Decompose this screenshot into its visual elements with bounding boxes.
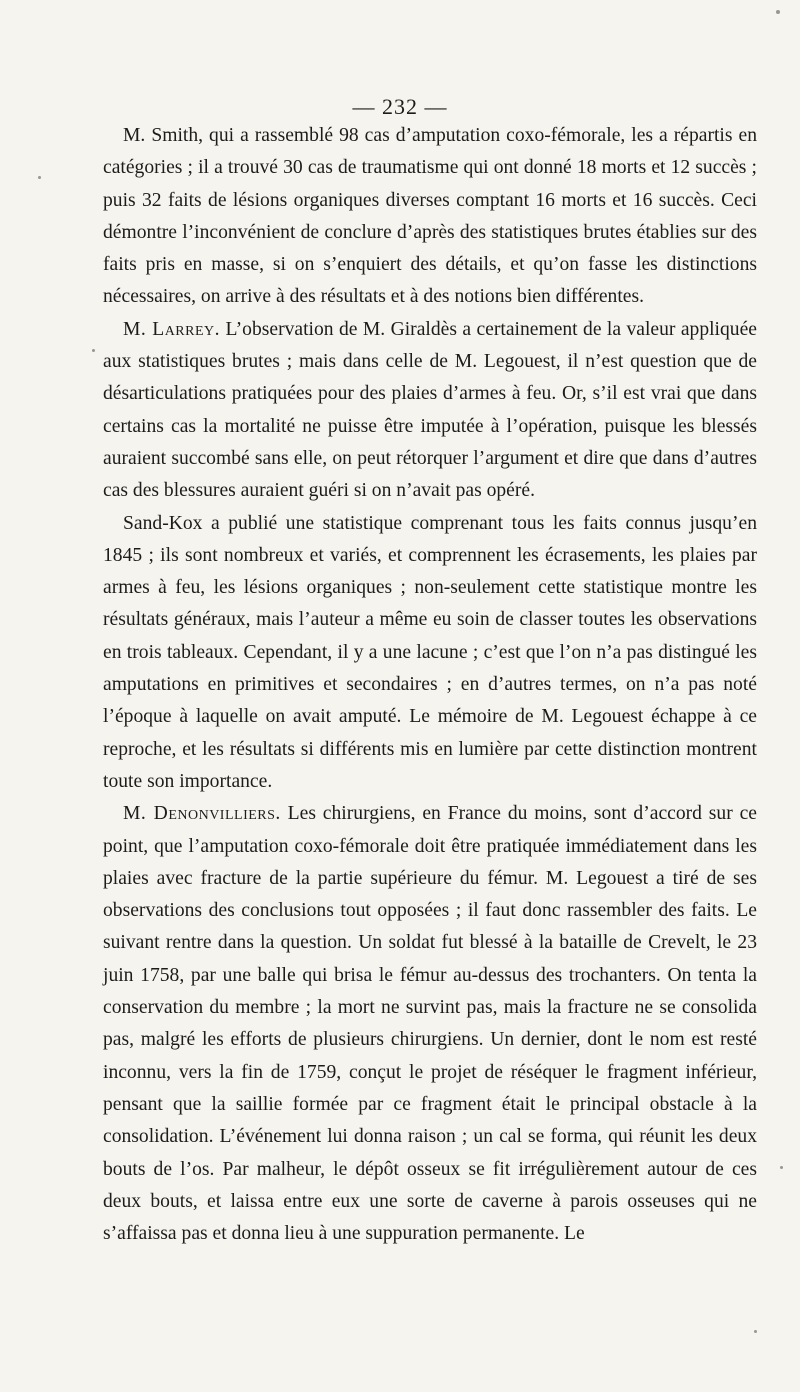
- paragraph-speaker: M. Larrey.: [123, 318, 221, 340]
- paragraph: [103, 508, 757, 799]
- paragraph: [103, 798, 757, 1250]
- paper-speck: [780, 1166, 783, 1169]
- paragraph-text: Sand-Kox a publié une statistique comprenant tous les faits connus jusqu’en 1845 ; ils sont nombreux et variés, et comprennent les écrasements, les plaies par armes à feu, les lésions organiques ; non-seulement cette statistique montre les résultats généraux, mais l’auteur a même eu soin de classer toutes les observations en trois tableaux. Cependant, il y a une lacune ; c’est que l’on n’a pas distingué les amputations en primitives et secondaires ; en d’autres termes, on n’a pas noté l’époque à laquelle on avait amputé. Le mémoire de M. Legouest échappe à ce reproche, et les résultats si différents mis en lumière par cette distinction montrent toute son importance.: [103, 512, 757, 792]
- paper-speck: [776, 10, 780, 14]
- paragraph-text: Les chirurgiens, en France du moins, sont d’accord sur ce point, que l’amputation coxo-fémorale doit être pratiquée immédiatement dans les plaies avec fracture de la partie supérieure du fémur. M. Legouest a tiré de ses observations des conclusions tout opposées ; il faut donc rassembler des faits. Le suivant rentre dans la question. Un soldat fut blessé à la bataille de Crevelt, le 23 juin 1758, par une balle qui brisa le fémur au-dessus des trochanters. On tenta la conservation du membre ; la mort ne survint pas, mais la fracture ne se consolida pas, malgré les efforts de plusieurs chirurgiens. Un dernier, dont le nom est resté inconnu, vers la fin de 1759, conçut le projet de réséquer le fragment inférieur, pensant que la saillie formée par ce fragment était le principal obstacle à la consolidation. L’événement lui donna raison ; un cal se forma, qui réunit les deux bouts de l’os. Par malheur, le dépôt osseux se fit irrégulièrement autour de ces deux bouts, et laissa entre eux une sorte de caverne à parois osseuses qui ne s’affaissa pas et donna lieu à une suppuration permanente. Le: [103, 803, 757, 1245]
- body-text: [103, 120, 757, 1250]
- page-number: — 232 —: [352, 94, 448, 119]
- paragraph-text: L’observation de M. Giraldès a certainement de la valeur appliquée aux statistiques brutes ; mais dans celle de M. Legouest, il n’est question que de désarticulations pratiquées pour des plaies d’armes à feu. Or, s’il est vrai que dans certains cas la mortalité ne puisse être imputée à l’opération, puisque les blessés auraient succombé sans elle, on peut rétorquer l’argument et dire que dans d’autres cas des blessures auraient guéri si on n’avait pas opéré.: [103, 318, 757, 502]
- paragraph-speaker: M. Denonvilliers.: [123, 803, 281, 825]
- paper-speck: [38, 176, 41, 179]
- paper-speck: [92, 349, 95, 352]
- paragraph: [103, 120, 757, 314]
- paragraph-text: M. Smith, qui a rassemblé 98 cas d’amputation coxo-fémorale, les a répartis en catégories ; il a trouvé 30 cas de traumatisme qui ont donné 18 morts et 12 succès ; puis 32 faits de lésions organiques diverses comptant 16 morts et 16 succès. Ceci démontre l’inconvénient de conclure d’après des statistiques brutes établies sur des faits pris en masse, si on s’enquiert des détails, et qu’on fasse les distinctions nécessaires, on arrive à des résultats et à des notions bien différentes.: [103, 125, 757, 308]
- paper-speck: [754, 1330, 757, 1333]
- paragraph: [103, 314, 757, 508]
